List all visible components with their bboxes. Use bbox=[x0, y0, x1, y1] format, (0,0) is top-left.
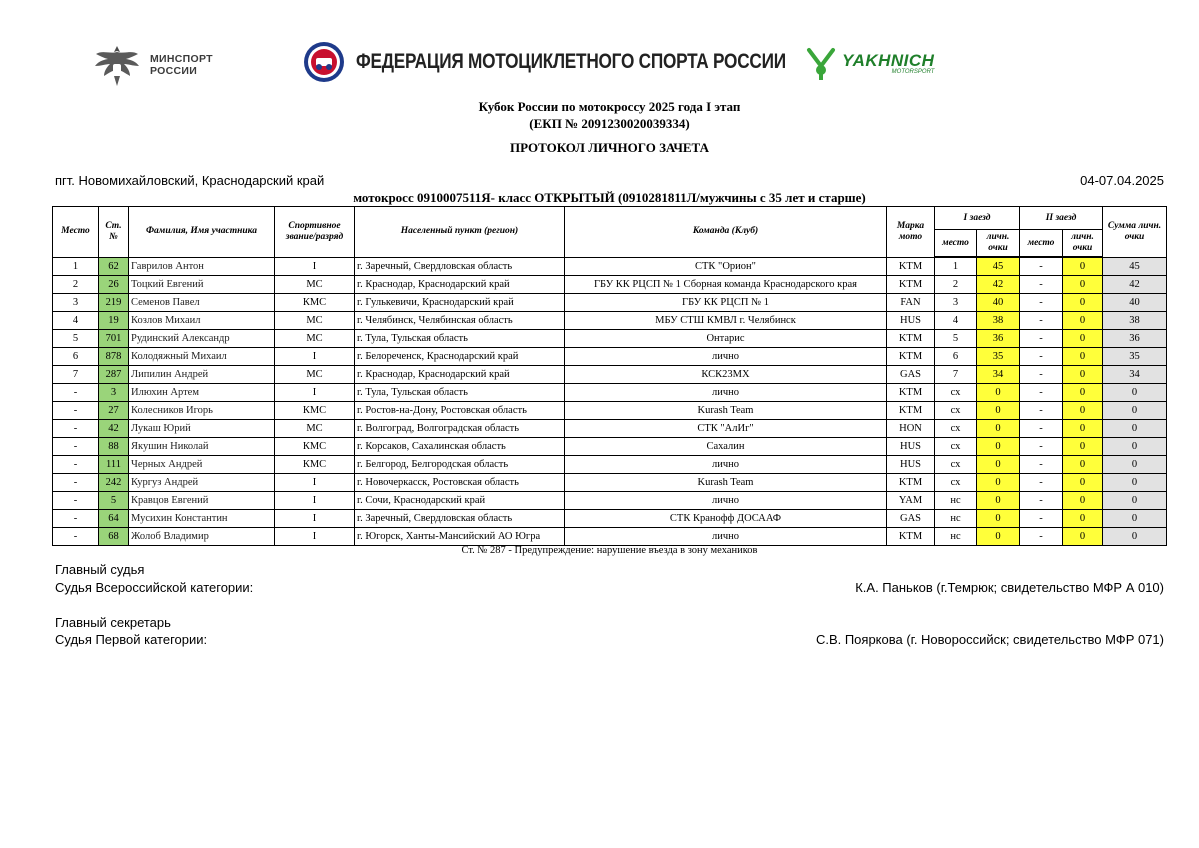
cell-r1-pts: 0 bbox=[977, 528, 1020, 546]
cell-r1-place: 7 bbox=[935, 366, 977, 384]
cell-r1-place: 2 bbox=[935, 276, 977, 294]
cell-r2-place: - bbox=[1020, 456, 1063, 474]
minsport-logo bbox=[92, 42, 213, 88]
cell-city: г. Гулькевичи, Краснодарский край bbox=[355, 294, 565, 312]
cell-team: Сахалин bbox=[565, 438, 887, 456]
table-row bbox=[53, 492, 1167, 510]
cell-sum: 0 bbox=[1103, 420, 1167, 438]
cell-team: лично bbox=[565, 456, 887, 474]
cell-r2-place: - bbox=[1020, 276, 1063, 294]
cell-place: 4 bbox=[53, 312, 99, 330]
table-row bbox=[53, 294, 1167, 312]
cell-r1-pts: 35 bbox=[977, 348, 1020, 366]
cell-place: - bbox=[53, 528, 99, 546]
cell-team: СТК "Орион" bbox=[565, 257, 887, 276]
cell-place: 7 bbox=[53, 366, 99, 384]
cell-sum: 0 bbox=[1103, 474, 1167, 492]
cell-r1-place: нс bbox=[935, 492, 977, 510]
cell-num: 111 bbox=[99, 456, 129, 474]
cell-r2-place: - bbox=[1020, 510, 1063, 528]
cell-place: - bbox=[53, 402, 99, 420]
cell-rank: КМС bbox=[275, 438, 355, 456]
penalty-note: Ст. № 287 - Предупреждение: нарушение въезда в зону механиков bbox=[461, 545, 758, 556]
cell-sum: 0 bbox=[1103, 510, 1167, 528]
cell-r1-place: 1 bbox=[935, 257, 977, 276]
cell-r2-place: - bbox=[1020, 402, 1063, 420]
cell-r2-pts: 0 bbox=[1063, 276, 1103, 294]
cell-num: 287 bbox=[99, 366, 129, 384]
table-row bbox=[53, 330, 1167, 348]
cell-place: - bbox=[53, 456, 99, 474]
cell-num: 42 bbox=[99, 420, 129, 438]
cell-name: Козлов Михаил bbox=[129, 312, 275, 330]
cell-r2-pts: 0 bbox=[1063, 257, 1103, 276]
cell-rank: МС bbox=[275, 330, 355, 348]
cell-num: 88 bbox=[99, 438, 129, 456]
cell-r1-pts: 0 bbox=[977, 384, 1020, 402]
cell-city: г. Новочеркасск, Ростовская область bbox=[355, 474, 565, 492]
table-row bbox=[53, 528, 1167, 546]
cell-rank: КМС bbox=[275, 402, 355, 420]
cell-r1-pts: 40 bbox=[977, 294, 1020, 312]
cell-place: - bbox=[53, 510, 99, 528]
cell-r2-place: - bbox=[1020, 474, 1063, 492]
cell-num: 19 bbox=[99, 312, 129, 330]
col-rank: Спортивное звание/разряд bbox=[275, 207, 355, 258]
cell-sum: 38 bbox=[1103, 312, 1167, 330]
cell-name: Тоцкий Евгений bbox=[129, 276, 275, 294]
cell-r2-place: - bbox=[1020, 438, 1063, 456]
cell-sum: 0 bbox=[1103, 384, 1167, 402]
col-race1-place: место bbox=[935, 230, 977, 258]
cell-moto: HUS bbox=[887, 438, 935, 456]
cell-rank: I bbox=[275, 348, 355, 366]
col-sum: Сумма личн. очки bbox=[1103, 207, 1167, 258]
cell-r2-pts: 0 bbox=[1063, 294, 1103, 312]
cell-moto: KTM bbox=[887, 384, 935, 402]
cell-num: 878 bbox=[99, 348, 129, 366]
cell-r2-pts: 0 bbox=[1063, 528, 1103, 546]
cell-r2-place: - bbox=[1020, 257, 1063, 276]
cell-name: Якушин Николай bbox=[129, 438, 275, 456]
cell-r1-pts: 36 bbox=[977, 330, 1020, 348]
cell-city: г. Волгоград, Волгоградская область bbox=[355, 420, 565, 438]
col-name: Фамилия, Имя участника bbox=[129, 207, 275, 258]
cell-team: СТК Кранофф ДОСААФ bbox=[565, 510, 887, 528]
cell-name: Лукаш Юрий bbox=[129, 420, 275, 438]
sponsor-emblem-icon bbox=[806, 46, 836, 82]
cell-moto: GAS bbox=[887, 366, 935, 384]
cell-moto: FAN bbox=[887, 294, 935, 312]
cell-name: Колесников Игорь bbox=[129, 402, 275, 420]
cell-moto: KTM bbox=[887, 257, 935, 276]
chief-judge-title: Главный судья bbox=[55, 562, 145, 577]
cell-city: г. Заречный, Свердловская область bbox=[355, 257, 565, 276]
col-race2-points: личн. очки bbox=[1063, 230, 1103, 258]
cell-city: г. Белгород, Белгородская область bbox=[355, 456, 565, 474]
cell-moto: YAM bbox=[887, 492, 935, 510]
cell-r1-place: сх bbox=[935, 474, 977, 492]
cell-team: СТК "АлИг" bbox=[565, 420, 887, 438]
cell-team: ГБУ КК РЦСП № 1 Сборная команда Краснодарского края bbox=[565, 276, 887, 294]
col-race2-place: место bbox=[1020, 230, 1063, 258]
cell-r1-pts: 0 bbox=[977, 474, 1020, 492]
ekp-number: (ЕКП № 2091230020039334) bbox=[529, 116, 690, 131]
cell-num: 242 bbox=[99, 474, 129, 492]
cell-r1-pts: 0 bbox=[977, 420, 1020, 438]
cell-r2-pts: 0 bbox=[1063, 348, 1103, 366]
cell-rank: МС bbox=[275, 276, 355, 294]
cell-name: Кравцов Евгений bbox=[129, 492, 275, 510]
cell-place: - bbox=[53, 438, 99, 456]
table-row bbox=[53, 456, 1167, 474]
cell-num: 27 bbox=[99, 402, 129, 420]
cell-team: Онтарис bbox=[565, 330, 887, 348]
cell-rank: I bbox=[275, 528, 355, 546]
cell-rank: МС bbox=[275, 420, 355, 438]
cell-team: Kurash Team bbox=[565, 402, 887, 420]
col-place: Место bbox=[53, 207, 99, 258]
cell-team: лично bbox=[565, 528, 887, 546]
protocol-title: ПРОТОКОЛ ЛИЧНОГО ЗАЧЕТА bbox=[510, 140, 709, 155]
cell-r2-pts: 0 bbox=[1063, 510, 1103, 528]
event-dates: 04-07.04.2025 bbox=[1080, 173, 1164, 188]
cell-team: МБУ СТШ КМВЛ г. Челябинск bbox=[565, 312, 887, 330]
cell-r2-pts: 0 bbox=[1063, 402, 1103, 420]
table-row bbox=[53, 402, 1167, 420]
cell-sum: 34 bbox=[1103, 366, 1167, 384]
cell-sum: 0 bbox=[1103, 528, 1167, 546]
cell-moto: GAS bbox=[887, 510, 935, 528]
cell-r2-place: - bbox=[1020, 528, 1063, 546]
cell-team: лично bbox=[565, 492, 887, 510]
cell-num: 3 bbox=[99, 384, 129, 402]
cell-sum: 35 bbox=[1103, 348, 1167, 366]
cell-r1-place: сх bbox=[935, 456, 977, 474]
col-city: Населенный пункт (регион) bbox=[355, 207, 565, 258]
cell-moto: KTM bbox=[887, 276, 935, 294]
federation-name: ФЕДЕРАЦИЯ МОТОЦИКЛЕТНОГО СПОРТА РОССИИ bbox=[356, 50, 786, 73]
cell-name: Гаврилов Антон bbox=[129, 257, 275, 276]
cell-sum: 0 bbox=[1103, 438, 1167, 456]
col-moto: Марка мото bbox=[887, 207, 935, 258]
cell-place: - bbox=[53, 474, 99, 492]
chief-secretary-title: Главный секретарь bbox=[55, 615, 171, 630]
cell-moto: KTM bbox=[887, 474, 935, 492]
cell-r2-place: - bbox=[1020, 420, 1063, 438]
cell-r2-place: - bbox=[1020, 330, 1063, 348]
cell-moto: KTM bbox=[887, 330, 935, 348]
event-location: пгт. Новомихайловский, Краснодарский край bbox=[55, 173, 325, 188]
cell-place: - bbox=[53, 492, 99, 510]
cell-r1-pts: 0 bbox=[977, 510, 1020, 528]
table-row bbox=[53, 257, 1167, 276]
sponsor-sub: MOTORSPORT bbox=[891, 69, 935, 75]
cell-r2-place: - bbox=[1020, 348, 1063, 366]
table-row bbox=[53, 276, 1167, 294]
cell-r1-place: 4 bbox=[935, 312, 977, 330]
cell-name: Семенов Павел bbox=[129, 294, 275, 312]
cell-city: г. Сочи, Краснодарский край bbox=[355, 492, 565, 510]
cell-num: 219 bbox=[99, 294, 129, 312]
cell-rank: МС bbox=[275, 312, 355, 330]
table-row bbox=[53, 384, 1167, 402]
cell-r1-pts: 34 bbox=[977, 366, 1020, 384]
cell-team: ГБУ КК РЦСП № 1 bbox=[565, 294, 887, 312]
cell-place: - bbox=[53, 384, 99, 402]
chief-secretary-name: С.В. Пояркова (г. Новороссийск; свидетельство МФР 071) bbox=[815, 632, 1164, 647]
cell-r2-place: - bbox=[1020, 366, 1063, 384]
cell-sum: 36 bbox=[1103, 330, 1167, 348]
cell-name: Колодяжный Михаил bbox=[129, 348, 275, 366]
cell-city: г. Краснодар, Краснодарский край bbox=[355, 276, 565, 294]
cell-num: 701 bbox=[99, 330, 129, 348]
cell-sum: 0 bbox=[1103, 456, 1167, 474]
cell-r2-place: - bbox=[1020, 312, 1063, 330]
results-body bbox=[53, 257, 1167, 546]
cell-num: 64 bbox=[99, 510, 129, 528]
cell-team: Kurash Team bbox=[565, 474, 887, 492]
cell-sum: 42 bbox=[1103, 276, 1167, 294]
cell-r2-pts: 0 bbox=[1063, 438, 1103, 456]
cell-place: 1 bbox=[53, 257, 99, 276]
cell-name: Илюхин Артем bbox=[129, 384, 275, 402]
cell-r1-place: нс bbox=[935, 510, 977, 528]
cell-place: 3 bbox=[53, 294, 99, 312]
cell-place: - bbox=[53, 420, 99, 438]
cell-r1-pts: 45 bbox=[977, 257, 1020, 276]
logo-bar bbox=[0, 38, 1199, 98]
cell-r2-pts: 0 bbox=[1063, 492, 1103, 510]
cell-city: г. Челябинск, Челябинская область bbox=[355, 312, 565, 330]
cell-place: 2 bbox=[53, 276, 99, 294]
cell-city: г. Корсаков, Сахалинская область bbox=[355, 438, 565, 456]
cell-moto: KTM bbox=[887, 348, 935, 366]
cell-city: г. Югорск, Ханты-Мансийский АО Югра bbox=[355, 528, 565, 546]
federation-emblem-icon bbox=[302, 40, 346, 84]
cell-num: 5 bbox=[99, 492, 129, 510]
cell-r1-place: сх bbox=[935, 420, 977, 438]
class-line: мотокросс 0910007511Я- класс ОТКРЫТЫЙ (0910281811Л/мужчины с 35 лет и старше) bbox=[353, 190, 866, 205]
col-team: Команда (Клуб) bbox=[565, 207, 887, 258]
cell-name: Кургуз Андрей bbox=[129, 474, 275, 492]
minsport-line2: РОССИИ bbox=[150, 65, 198, 77]
cell-r1-pts: 42 bbox=[977, 276, 1020, 294]
cell-num: 26 bbox=[99, 276, 129, 294]
cell-r2-pts: 0 bbox=[1063, 420, 1103, 438]
cell-rank: I bbox=[275, 510, 355, 528]
cell-name: Черных Андрей bbox=[129, 456, 275, 474]
cell-r1-place: 6 bbox=[935, 348, 977, 366]
cell-rank: МС bbox=[275, 366, 355, 384]
cell-team: КСК23МХ bbox=[565, 366, 887, 384]
cell-city: г. Заречный, Свердловская область bbox=[355, 510, 565, 528]
cell-r1-place: нс bbox=[935, 528, 977, 546]
cell-moto: HUS bbox=[887, 312, 935, 330]
col-race1-points: личн. очки bbox=[977, 230, 1020, 258]
cell-sum: 40 bbox=[1103, 294, 1167, 312]
table-row bbox=[53, 348, 1167, 366]
cell-name: Мусихин Константин bbox=[129, 510, 275, 528]
results-table bbox=[52, 206, 1167, 546]
cell-r1-place: сх bbox=[935, 402, 977, 420]
cell-rank: I bbox=[275, 384, 355, 402]
chief-judge-name: К.А. Паньков (г.Темрюк; свидетельство МФР А 010) bbox=[855, 580, 1164, 595]
cell-moto: HUS bbox=[887, 456, 935, 474]
cell-rank: I bbox=[275, 492, 355, 510]
cell-sum: 0 bbox=[1103, 492, 1167, 510]
federation-logo bbox=[302, 40, 880, 84]
sponsor-logo bbox=[806, 46, 934, 82]
cell-r2-place: - bbox=[1020, 492, 1063, 510]
cell-rank: I bbox=[275, 257, 355, 276]
cell-team: лично bbox=[565, 384, 887, 402]
cell-r1-pts: 38 bbox=[977, 312, 1020, 330]
table-row bbox=[53, 366, 1167, 384]
cell-city: г. Белореченск, Краснодарский край bbox=[355, 348, 565, 366]
cell-place: 5 bbox=[53, 330, 99, 348]
cell-r2-pts: 0 bbox=[1063, 474, 1103, 492]
cell-r2-pts: 0 bbox=[1063, 456, 1103, 474]
cell-place: 6 bbox=[53, 348, 99, 366]
table-row bbox=[53, 510, 1167, 528]
cell-r2-place: - bbox=[1020, 294, 1063, 312]
cell-r1-place: сх bbox=[935, 438, 977, 456]
cell-r2-pts: 0 bbox=[1063, 330, 1103, 348]
cell-team: лично bbox=[565, 348, 887, 366]
cell-name: Рудинский Александр bbox=[129, 330, 275, 348]
cell-r2-place: - bbox=[1020, 384, 1063, 402]
cell-city: г. Тула, Тульская область bbox=[355, 384, 565, 402]
cell-r1-place: сх bbox=[935, 384, 977, 402]
cell-moto: KTM bbox=[887, 402, 935, 420]
col-race1: I заезд bbox=[935, 207, 1020, 230]
sponsor-brand: YAKHNICH bbox=[842, 51, 935, 70]
cell-name: Липилин Андрей bbox=[129, 366, 275, 384]
minsport-line1: МИНСПОРТ bbox=[150, 53, 213, 65]
cell-r1-place: 3 bbox=[935, 294, 977, 312]
cell-r1-pts: 0 bbox=[977, 402, 1020, 420]
cell-rank: I bbox=[275, 474, 355, 492]
cell-city: г. Тула, Тульская область bbox=[355, 330, 565, 348]
cell-r1-pts: 0 bbox=[977, 456, 1020, 474]
col-race2: II заезд bbox=[1020, 207, 1103, 230]
cell-rank: КМС bbox=[275, 294, 355, 312]
cell-sum: 45 bbox=[1103, 257, 1167, 276]
cell-sum: 0 bbox=[1103, 402, 1167, 420]
eagle-emblem-icon bbox=[92, 42, 142, 88]
table-row bbox=[53, 312, 1167, 330]
cell-moto: HON bbox=[887, 420, 935, 438]
cell-moto: KTM bbox=[887, 528, 935, 546]
table-row bbox=[53, 438, 1167, 456]
table-row bbox=[53, 420, 1167, 438]
event-title: Кубок России по мотокроссу 2025 года I этап bbox=[478, 99, 741, 114]
cell-r2-pts: 0 bbox=[1063, 312, 1103, 330]
cell-rank: КМС bbox=[275, 456, 355, 474]
chief-secretary-category: Судья Первой категории: bbox=[55, 632, 208, 647]
cell-r1-place: 5 bbox=[935, 330, 977, 348]
cell-num: 62 bbox=[99, 257, 129, 276]
table-row bbox=[53, 474, 1167, 492]
col-num: Ст. № bbox=[99, 207, 129, 258]
cell-name: Жолоб Владимир bbox=[129, 528, 275, 546]
cell-r2-pts: 0 bbox=[1063, 384, 1103, 402]
cell-r1-pts: 0 bbox=[977, 438, 1020, 456]
cell-city: г. Ростов-на-Дону, Ростовская область bbox=[355, 402, 565, 420]
cell-city: г. Краснодар, Краснодарский край bbox=[355, 366, 565, 384]
cell-r1-pts: 0 bbox=[977, 492, 1020, 510]
chief-judge-category: Судья Всероссийской категории: bbox=[55, 580, 254, 595]
cell-r2-pts: 0 bbox=[1063, 366, 1103, 384]
cell-num: 68 bbox=[99, 528, 129, 546]
